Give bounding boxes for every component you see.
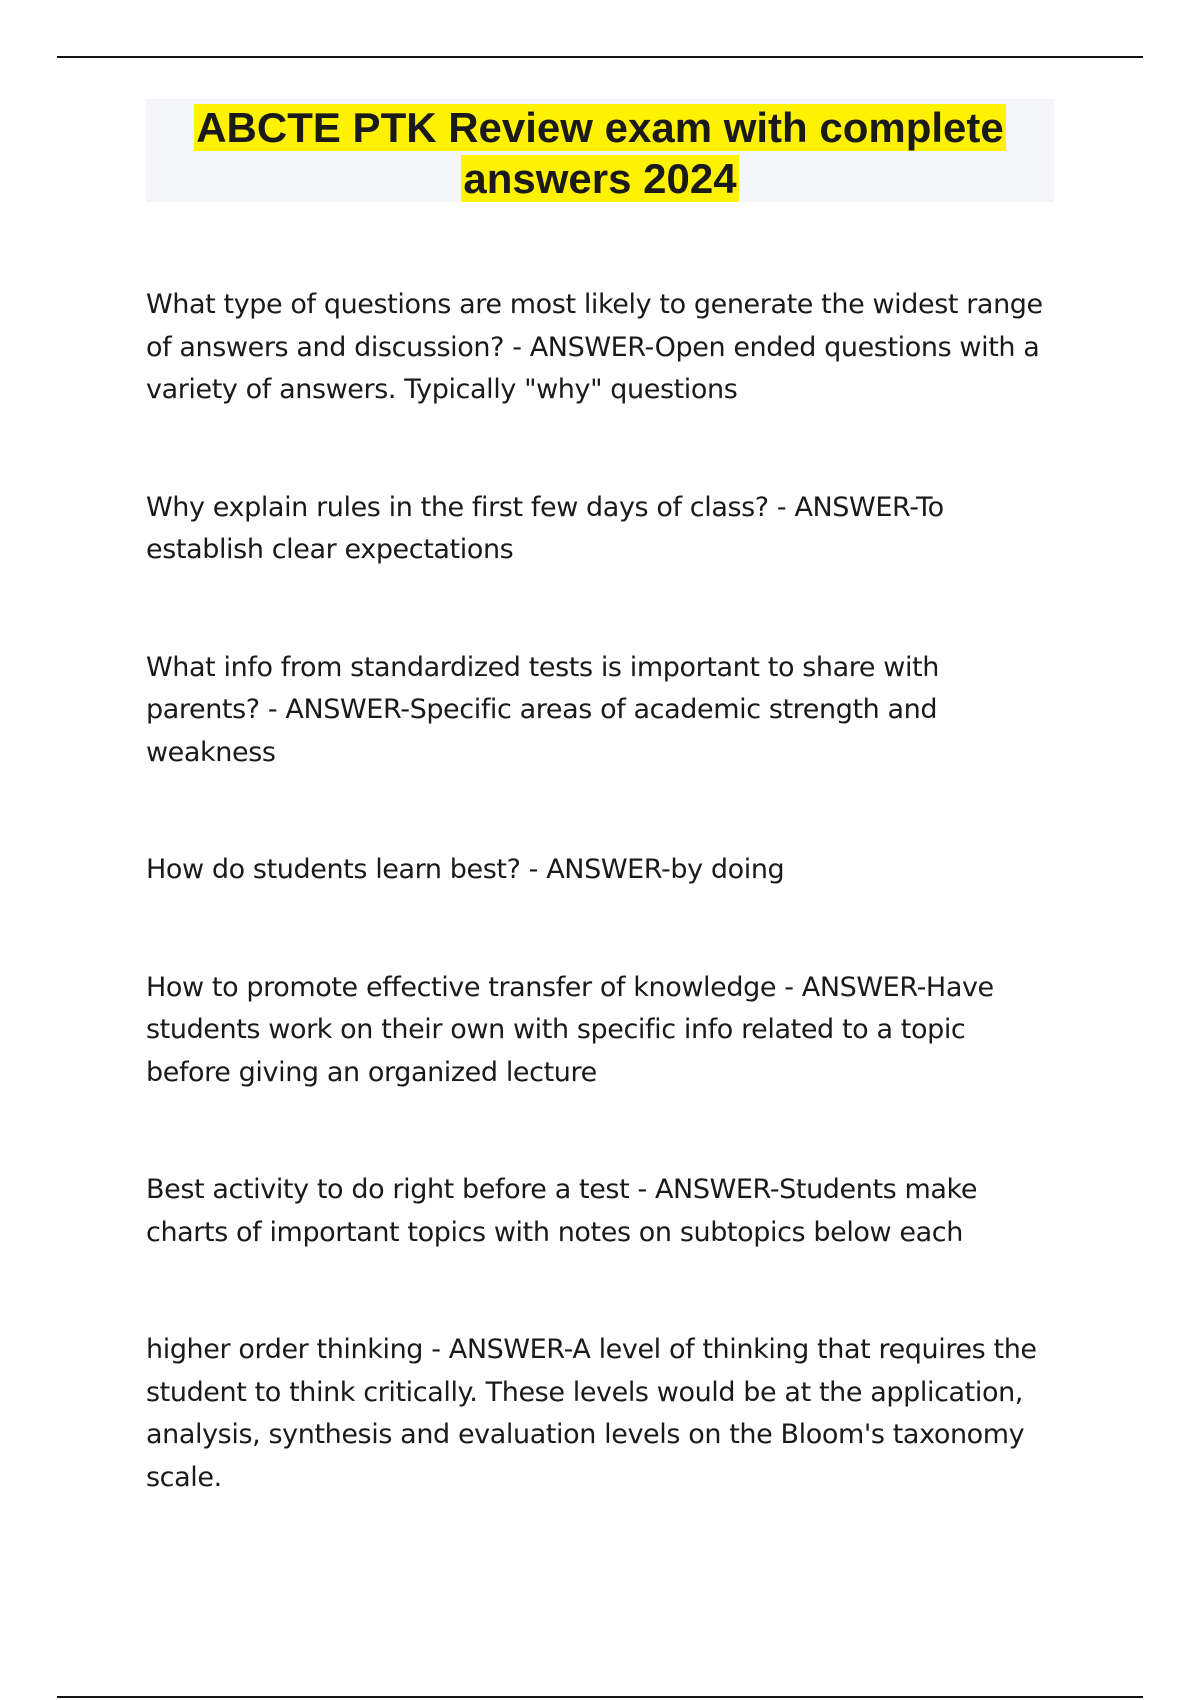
document-title	[146, 99, 1054, 204]
qa-list	[146, 284, 1056, 1499]
qa-item: What info from standardized tests is important to share with parents? - ANSWER-Specific areas of academic strength and weakness	[146, 651, 939, 768]
top-divider	[57, 56, 1143, 58]
qa-item: higher order thinking - ANSWER-A level of thinking that requires the student to think critically. These levels would be at the application, analysis, synthesis and evaluation levels on the Bloom's taxonomy scale.	[146, 1334, 1037, 1493]
qa-item: Best activity to do right before a test - ANSWER-Students make charts of important topics with notes on subtopics below each	[146, 1174, 978, 1248]
document-title-text: ABCTE PTK Review exam with complete answers 2024	[196, 104, 1004, 202]
qa-item: Why explain rules in the first few days of class? - ANSWER-To establish clear expectations	[146, 491, 944, 565]
qa-item: How do students learn best? - ANSWER-by doing	[146, 854, 785, 885]
qa-item: What type of questions are most likely to generate the widest range of answers and discussion? - ANSWER-Open ended questions with a variety of answers. Typically "why" questions	[146, 289, 1043, 405]
title-banner	[146, 99, 1054, 202]
qa-item: How to promote effective transfer of knowledge - ANSWER-Have students work on their own with specific info related to a topic before giving an organized lecture	[146, 971, 994, 1088]
bottom-divider	[57, 1696, 1143, 1698]
